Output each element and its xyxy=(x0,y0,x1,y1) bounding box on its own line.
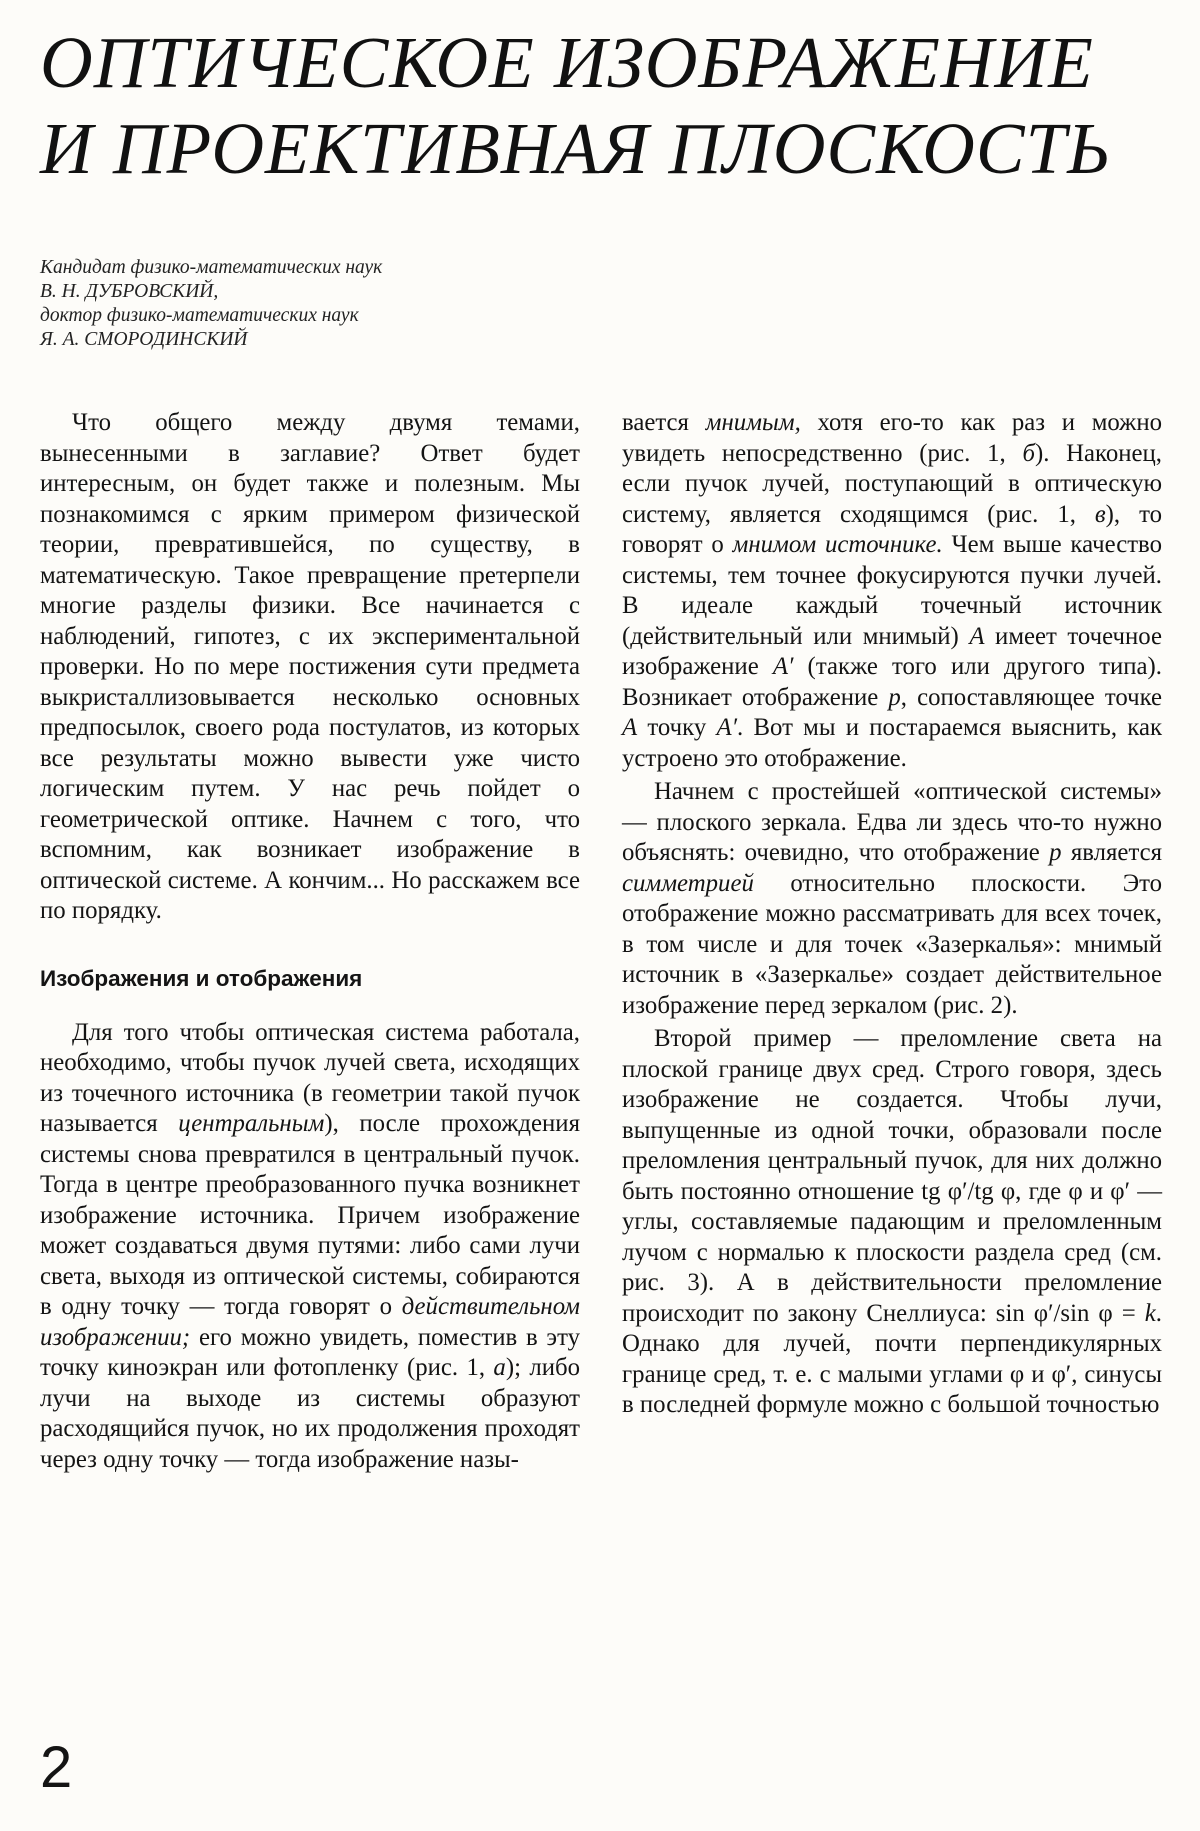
article-title xyxy=(40,20,1180,192)
author-1-name: В. Н. ДУБРОВСКИЙ, xyxy=(40,281,219,302)
right-column xyxy=(622,408,1162,1421)
section-heading: Изображения и отображения xyxy=(40,965,363,991)
author-2-name: Я. А. СМОРОДИНСКИЙ xyxy=(40,329,248,350)
page-number: 2 xyxy=(40,1735,73,1800)
paragraph-refraction: Второй пример — преломление света на плоской границе двух сред. Строго говоря, здесь изображение не создается. Чтобы лучи, выпущенные из одной точки, образовали после преломления центральный пучок, для них должно быть постоянно отношение tg φ′/tg φ, где φ и φ′ — углы, составляемые падающим и преломленным лучом с нормалью к плоскости раздела сред (см. рис. 3). А в действительности преломление происходит по закону Снеллиуса: sin φ′/sin φ = k. Однако для лучей, почти перпендикулярных границе сред, т. е. с малыми углами φ и φ′, синусы в последней формуле можно с большой точностью xyxy=(622,1025,1162,1418)
paragraph-mirror: Начнем с простейшей «оптической системы» — плоского зеркала. Едва ли здесь что-то нужно объяснять: очевидно, что отображение p является симметрией относительно плоскости. Это отображение можно рассматривать для всех точек, в том числе и для точек «Зазеркалья»: мнимый источник в «Зазеркалье» создает действительное изображение перед зеркалом (рис. 2). xyxy=(622,778,1162,1019)
author-1-degree: Кандидат физико-математических наук xyxy=(40,257,383,278)
title-line-2: И ПРОЕКТИВНАЯ ПЛОСКОСТЬ xyxy=(40,108,1112,189)
intro-paragraph: Что общего между двумя темами, вынесенными в заглавие? Ответ будет интересным, он будет также и полезным. Мы познакомимся с ярким примером физической теории, превратившейся, по существу, в математическую. Такое превращение претерпели многие разделы физики. Все начинается с наблюдений, гипотез, с их экспериментальной проверки. Но по мере постижения сути предмета выкристаллизовывается несколько основных предпосылок, своего рода постулатов, из которых все результаты можно вывести уже чисто логическим путем. У нас речь пойдет о геометрической оптике. Начнем с того, что вспомним, как возникает изображение в оптической системе. А кончим... Но расскажем все по порядку. xyxy=(40,409,580,924)
left-column xyxy=(40,408,580,1475)
paragraph-virtual-image: вается мнимым, хотя его-то как раз и можно увидеть непосредственно (рис. 1, б). Наконец, если пучок лучей, поступающий в оптическую систему, является сходящимся (рис. 1, в), то говорят о мнимом источнике. Чем выше качество системы, тем точнее фокусируются пучки лучей. В идеале каждый точечный источник (действительный или мнимый) A имеет точечное изображение A′ (также того или другого типа). Возникает отображение p, сопоставляющее точке A точку A′. Вот мы и постараемся выяснить, как устроено это отображение. xyxy=(622,409,1163,772)
author-2-degree: доктор физико-математических наук xyxy=(40,305,359,326)
authors-block xyxy=(40,256,382,352)
paragraph-images: Для того чтобы оптическая система работала, необходимо, чтобы пучок лучей света, исходящих из точечного источника (в геометрии такой пучок называется центральным), после прохождения системы снова превратился в центральный пучок. Тогда в центре преобразованного пучка возникнет изображение источника. Причем изображение может создаваться двумя путями: либо сами лучи света, выходя из оптической системы, собираются в одну точку — тогда говорят о действительном изображении; его можно увидеть, поместив в эту точку киноэкран или фотопленку (рис. 1, а); либо лучи на выходе из системы образуют расходящийся пучок, но их продолжения проходят через одну точку — тогда изображение назы- xyxy=(40,1018,580,1473)
title-line-1: ОПТИЧЕСКОЕ ИЗОБРАЖЕНИЕ xyxy=(40,22,1094,103)
